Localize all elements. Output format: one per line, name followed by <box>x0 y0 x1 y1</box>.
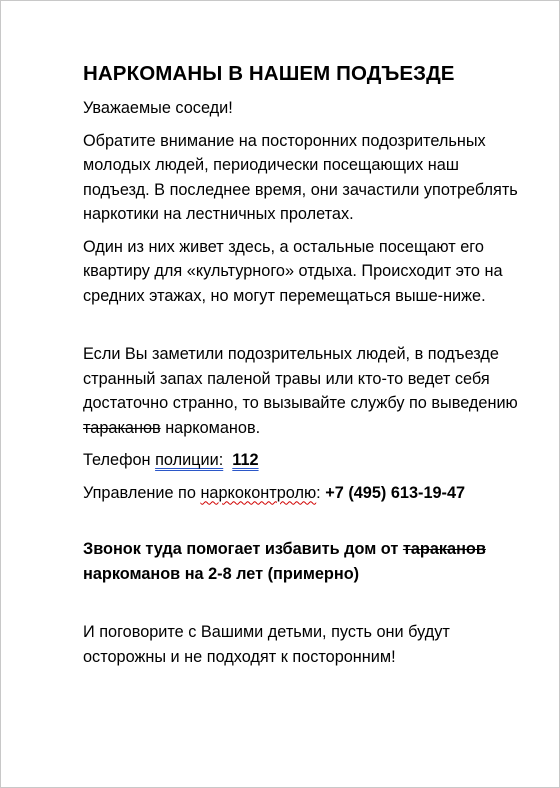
call-effect-end: наркоманов на 2-8 лет (примерно) <box>83 564 360 583</box>
police-phone-line <box>83 448 528 473</box>
police-label: Телефон <box>83 451 156 469</box>
drug-control-label: Управление по <box>83 483 201 502</box>
call-effect-text: Звонок туда помогает избавить дом от <box>83 540 403 558</box>
police-label-underlined: полиции: <box>155 451 224 469</box>
paragraph-location-text: Один из них живет здесь, а остальные посещают его квартиру для «культурного» отдыха. Происходит это на средних этажах, но могут перемещаться выше-ниже. <box>83 237 503 305</box>
call-effect-paragraph <box>83 537 528 586</box>
greeting: Уважаемые соседи! <box>83 99 233 117</box>
closing-paragraph: И поговорите с Вашими детьми, пусть они будут осторожны и не подходят к посторонним! <box>83 623 450 666</box>
paragraph-location <box>83 235 528 309</box>
police-number: 112 <box>232 451 259 469</box>
document-body[interactable] <box>83 59 528 677</box>
drug-control-colon: : <box>316 483 326 502</box>
document-title: НАРКОМАНЫ В НАШЕМ ПОДЪЕЗДЕ <box>83 62 455 85</box>
paragraph-warning: Обратите внимание на посторонних подозрительных молодых людей, периодически посещающих наш подъезд. В последнее время, они зачастили употреблять наркотики на лестничных пролетах. <box>83 131 518 223</box>
drug-control-line <box>83 481 528 506</box>
call-effect-struck: тараканов <box>402 540 486 558</box>
call-service-text: Если Вы заметили подозрительных людей, в подъезде странный запах паленой травы или кто-то ведет себя достаточно странно, то вызывайте службу по выведению <box>83 345 518 412</box>
drug-control-spellcheck-word: наркоконтролю <box>200 483 317 502</box>
paragraph-call-service <box>83 342 528 440</box>
struck-word: тараканов <box>83 418 161 437</box>
drug-control-number: +7 (495) 613-19-47 <box>325 483 466 502</box>
call-service-end: наркоманов. <box>160 418 261 437</box>
